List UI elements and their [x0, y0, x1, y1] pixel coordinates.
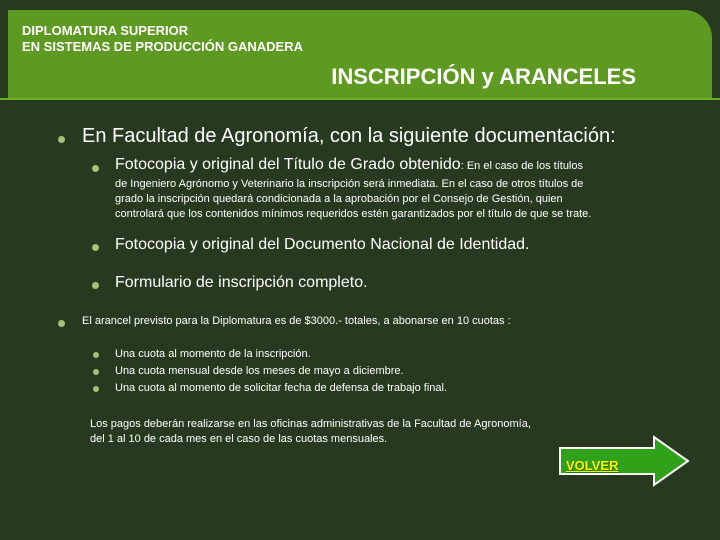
item1-note-line: grado la inscripción quedará condicionada a la aprobación por el Consejo de Gestión, quien	[115, 193, 563, 205]
bullet-icon	[58, 136, 65, 143]
bullet-icon	[93, 352, 99, 358]
bullet-icon	[92, 244, 99, 251]
item1-sub3: Formulario de inscripción completo.	[115, 274, 368, 291]
payment-note	[90, 417, 531, 447]
program-name-line2: EN SISTEMAS DE PRODUCCIÓN GANADERA	[22, 39, 303, 54]
item1-sub1-tail: : En el caso de los títulos	[460, 160, 583, 172]
back-button[interactable]: VOLVER	[566, 458, 619, 473]
bullet-icon	[93, 369, 99, 375]
item1-note-line: controlará que los contenidos mínimos requeridos estén garantizados por el título de que se trate.	[115, 208, 592, 220]
bullet-icon	[92, 165, 99, 172]
item1-note-line: de Ingeniero Agrónomo y Veterinario la inscripción será inmediata. En el caso de otros títulos de	[115, 178, 584, 190]
item2-sub: Una cuota al momento de la inscripción.	[115, 348, 311, 360]
bullet-icon	[58, 320, 65, 327]
header-divider	[0, 98, 720, 100]
bullet-icon	[93, 386, 99, 392]
item1-sub1-bold: Fotocopia y original del Título de Grado obtenido	[115, 156, 461, 173]
item2-sub: Una cuota al momento de solicitar fecha de defensa de trabajo final.	[115, 382, 448, 394]
payment-line: Los pagos deberán realizarse en las oficinas administrativas de la Facultad de Agronomía,	[90, 418, 531, 430]
program-name-line1: DIPLOMATURA SUPERIOR	[22, 23, 189, 38]
program-name	[22, 23, 303, 55]
item2-sub: Una cuota mensual desde los meses de mayo a diciembre.	[115, 365, 404, 377]
item1-sub1	[115, 156, 583, 174]
payment-line: del 1 al 10 de cada mes en el caso de las cuotas mensuales.	[90, 433, 388, 445]
slide-title: INSCRIPCIÓN y ARANCELES	[331, 64, 636, 89]
item1-sub1-note	[115, 177, 591, 222]
item1-text: En Facultad de Agronomía, con la siguiente documentación:	[82, 125, 616, 147]
bullet-icon	[92, 282, 99, 289]
item1-sub2: Fotocopia y original del Documento Nacional de Identidad.	[115, 236, 530, 253]
item2-text: El arancel previsto para la Diplomatura es de $3000.- totales, a abonarse en 10 cuotas :	[82, 315, 511, 327]
